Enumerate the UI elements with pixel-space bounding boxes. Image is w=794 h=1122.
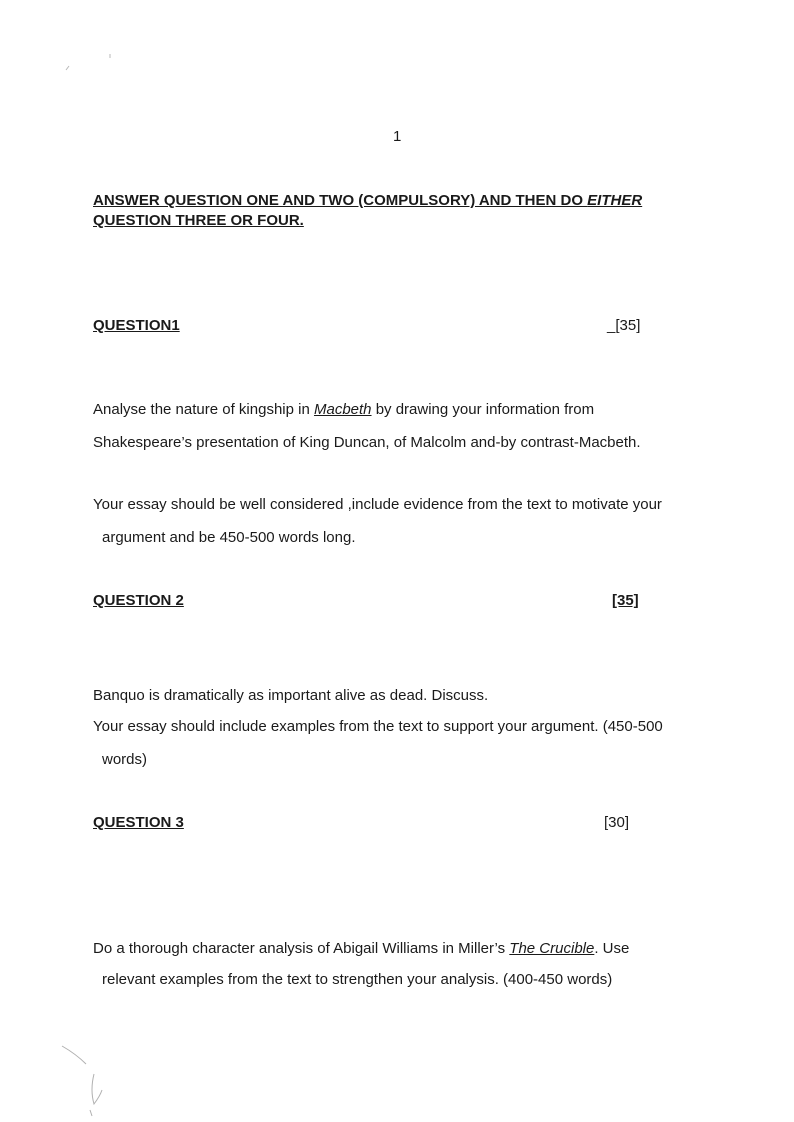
book-title-crucible: The Crucible [509,940,595,957]
question-1-text-b: by drawing your information from [371,401,595,418]
question-1-text-line-1 [93,400,594,420]
instructions-emphasis: EITHER [587,192,643,209]
question-1-text-line-4: argument and be 450-500 words long. [102,529,356,546]
instructions-line-1 [93,191,642,211]
question-1-text-line-3: Your essay should be well considered ,include evidence from the text to motivate your [93,496,662,513]
question-3-text-a: Do a thorough character analysis of Abigail Williams in Miller’s [93,940,510,957]
question-2-text-line-3: words) [102,751,148,768]
instructions-text: ANSWER QUESTION ONE AND TWO (COMPULSORY) AND THEN DO [93,192,588,209]
question-3-text-line-1 [93,939,629,959]
question-3-text-line-2: relevant examples from the text to strengthen your analysis. (400-450 words) [102,971,613,988]
question-3-text-b: . Use [594,940,630,957]
question-2-marks: [35] [612,592,639,609]
question-2-text-line-1: Banquo is dramatically as important alive as dead. Discuss. [93,687,489,704]
scan-mark-top-left [60,48,120,78]
book-title-macbeth: Macbeth [313,401,372,418]
instructions-line-2: QUESTION THREE OR FOUR. [93,212,304,229]
question-3-marks: [30] [604,814,630,831]
question-1-heading: QUESTION1 [93,317,180,334]
question-2-heading: QUESTION 2 [93,592,184,609]
question-1-marks: _[35] [607,317,641,334]
question-1-text-line-2: Shakespeare’s presentation of King Duncan, of Malcolm and-by contrast-Macbeth. [93,434,641,451]
scan-mark-bottom-left [56,1040,116,1120]
question-1-text-a: Analyse the nature of kingship in [93,401,314,418]
question-3-heading: QUESTION 3 [93,814,184,831]
question-2-text-line-2: Your essay should include examples from the text to support your argument. (450-500 [93,718,663,735]
page-number: 1 [393,128,402,145]
